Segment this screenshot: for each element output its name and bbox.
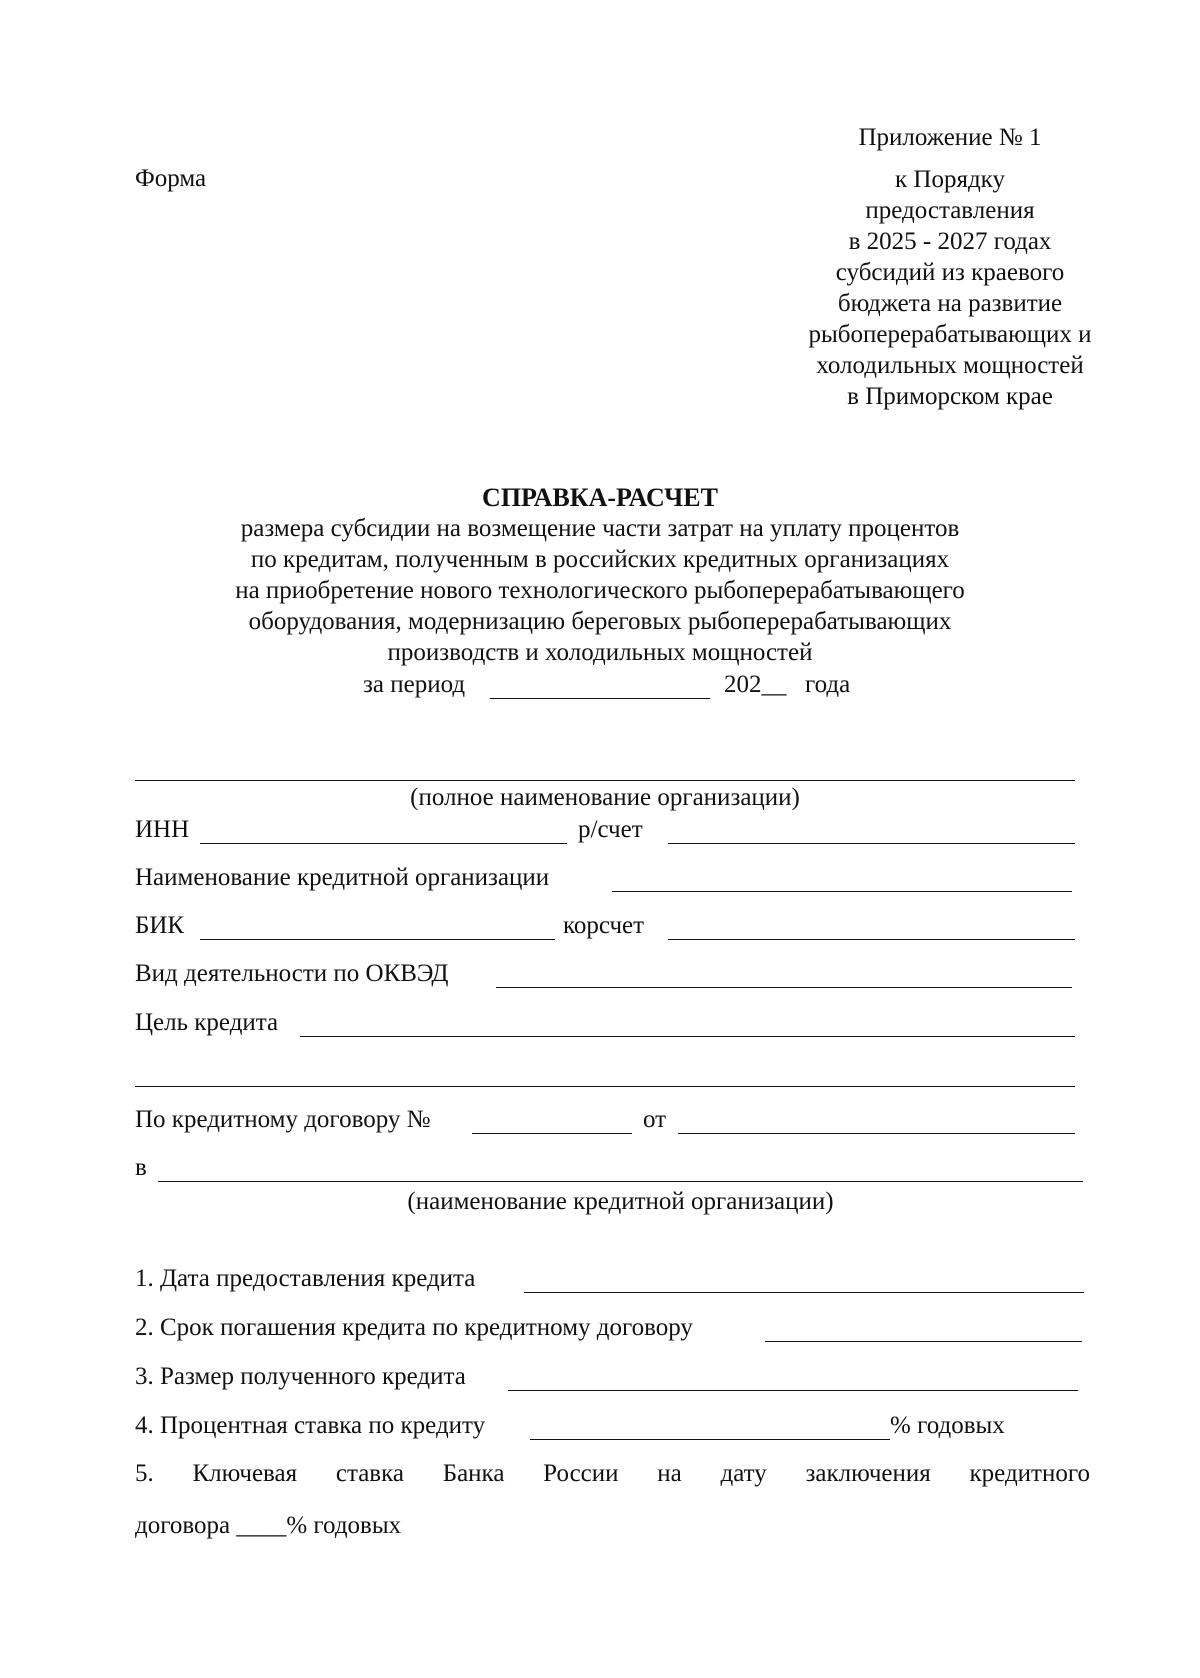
item-4-label: 4. Процентная ставка по кредиту — [135, 1412, 486, 1439]
item-5-word: заключения — [805, 1460, 931, 1487]
period-year: 202__ — [724, 671, 787, 698]
item-5-word: ставка — [335, 1460, 404, 1487]
item-2-label: 2. Срок погашения кредита по кредитному договору — [135, 1314, 693, 1341]
inn-field[interactable] — [200, 843, 567, 844]
item-5-contract-label: договора — [135, 1512, 231, 1539]
item-5-rate-field[interactable]: ____ — [236, 1512, 287, 1539]
title-line: оборудования, модернизацию береговых рыбоперерабатывающих — [248, 608, 952, 635]
title-line: по кредитам, полученным в российских кредитных организациях — [250, 546, 950, 573]
appendix-line: субсидий из краевого — [835, 259, 1065, 286]
appendix-number: Приложение № 1 — [858, 124, 1042, 151]
appendix-line: предоставления — [865, 197, 1035, 224]
item-5-line — [135, 1459, 1090, 1489]
item-1-label: 1. Дата предоставления кредита — [135, 1265, 476, 1292]
title-line: размера субсидии на возмещение части затрат на уплату процентов — [240, 515, 960, 542]
contract-from-label: от — [643, 1106, 667, 1133]
account-field[interactable] — [668, 843, 1075, 844]
period-suffix: года — [805, 671, 851, 698]
corr-account-label: корсчет — [563, 912, 645, 939]
contract-number-field[interactable] — [472, 1133, 632, 1134]
org-name-field[interactable] — [135, 780, 1075, 781]
item-1-field[interactable] — [524, 1292, 1084, 1293]
purpose-field[interactable] — [300, 1036, 1075, 1037]
credit-bank-caption: (наименование кредитной организации) — [407, 1188, 834, 1215]
contract-label: По кредитному договору № — [135, 1106, 431, 1133]
bik-field[interactable] — [200, 939, 555, 940]
bank-name-label: Наименование кредитной организации — [135, 864, 550, 891]
corr-account-field[interactable] — [668, 939, 1075, 940]
item-5-word: на — [657, 1460, 682, 1487]
item-5-word: дату — [720, 1460, 767, 1487]
item-5-word: Ключевая — [192, 1460, 298, 1487]
period-prefix: за период — [363, 671, 466, 698]
period-field[interactable] — [490, 698, 710, 699]
contract-date-field[interactable] — [678, 1133, 1075, 1134]
bik-label: БИК — [135, 912, 185, 939]
purpose-field-continued[interactable] — [135, 1086, 1075, 1087]
credit-bank-field[interactable] — [158, 1181, 1083, 1182]
title-line: производств и холодильных мощностей — [387, 639, 813, 666]
inn-label: ИНН — [135, 816, 190, 843]
appendix-line: к Порядку — [895, 166, 1005, 193]
title-line: на приобретение нового технологического рыбоперерабатывающего — [235, 577, 965, 604]
item-5-continuation — [135, 1511, 401, 1541]
account-label: р/счет — [578, 816, 643, 843]
item-4-suffix: % годовых — [890, 1412, 1005, 1439]
document-title: СПРАВКА-РАСЧЕТ — [482, 483, 718, 512]
appendix-line: холодильных мощностей — [816, 352, 1084, 379]
bank-name-field[interactable] — [612, 891, 1072, 892]
appendix-line: в 2025 - 2027 годах — [848, 228, 1052, 255]
appendix-line: бюджета на развитие — [837, 290, 1063, 317]
purpose-label: Цель кредита — [135, 1009, 279, 1036]
item-5-word: России — [543, 1460, 619, 1487]
form-label: Форма — [135, 165, 207, 192]
okved-label: Вид деятельности по ОКВЭД — [135, 960, 449, 987]
in-label: в — [135, 1154, 147, 1181]
item-3-label: 3. Размер полученного кредита — [135, 1363, 466, 1390]
item-3-field[interactable] — [508, 1390, 1078, 1391]
item-4-field[interactable] — [530, 1439, 890, 1440]
appendix-line: рыбоперерабатывающих и — [808, 321, 1092, 348]
item-5-suffix: % годовых — [286, 1512, 402, 1539]
item-2-field[interactable] — [765, 1341, 1082, 1342]
item-5-word: кредитного — [969, 1460, 1090, 1487]
org-name-caption: (полное наименование организации) — [410, 784, 800, 811]
okved-field[interactable] — [496, 987, 1072, 988]
appendix-line: в Приморском крае — [847, 383, 1053, 410]
item-5-word: Банка — [442, 1460, 505, 1487]
item-5-word: 5. — [135, 1460, 154, 1487]
